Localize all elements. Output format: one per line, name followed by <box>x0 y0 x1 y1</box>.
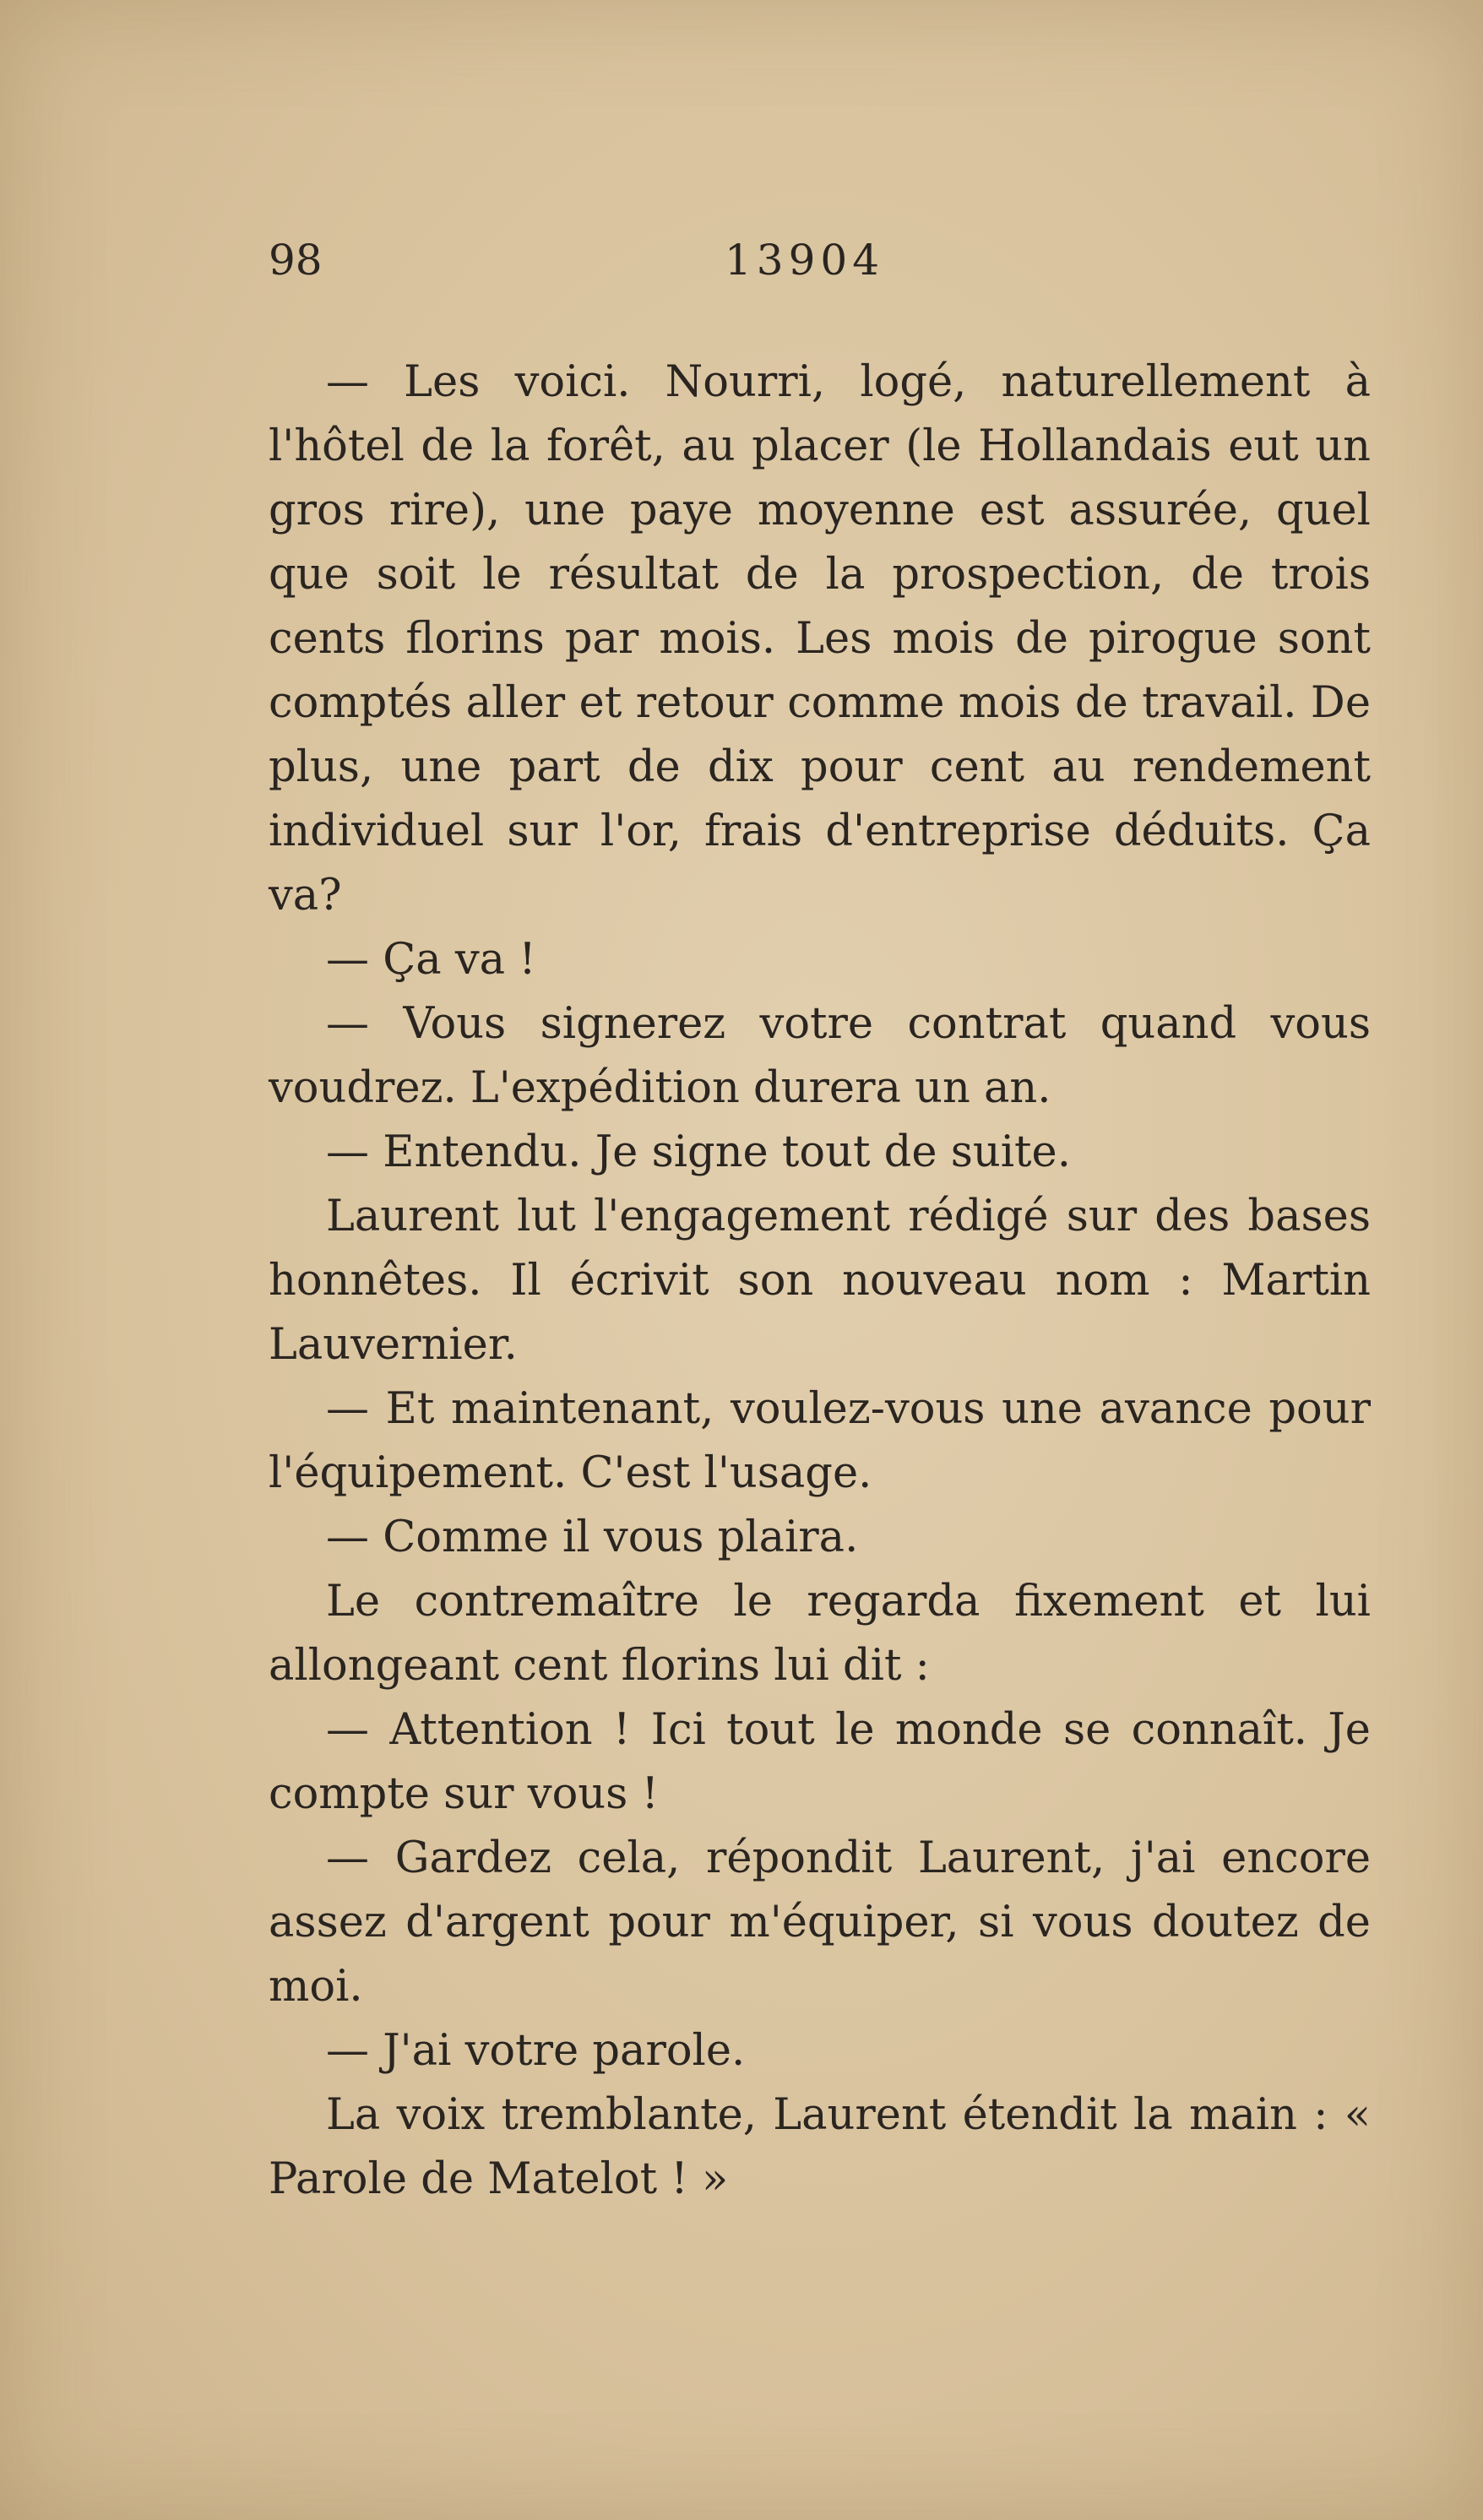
paragraph: — Entendu. Je signe tout de suite. <box>326 1127 1071 1177</box>
paragraph: — J'ai votre parole. <box>326 2026 746 2076</box>
paragraph: Laurent lut l'engagement rédigé sur des bases honnêtes. Il écrivit son nouveau nom : Martin Lauvernier. <box>269 1192 1371 1370</box>
paragraph: — Comme il vous plaira. <box>326 1513 859 1562</box>
running-head <box>269 226 1366 294</box>
paragraph: — Gardez cela, répondit Laurent, j'ai encore assez d'argent pour m'équiper, si vous doutez de moi. <box>269 1833 1371 2012</box>
running-title: 13904 <box>725 236 885 285</box>
paragraph: — Et maintenant, voulez-vous une avance pour l'équipement. C'est l'usage. <box>269 1384 1371 1498</box>
paragraph: — Les voici. Nourri, logé, naturellement à l'hôtel de la forêt, au placer (le Hollandais eut un gros rire), une paye moyenne est assurée, quel que soit le résultat de la prospection, de trois cents florins par mois. Les mois de pirogue sont comptés aller et retour comme mois de travail. De plus, une part de dix pour cent au rendement individuel sur l'or, frais d'entreprise déduits. Ça va? <box>269 357 1371 921</box>
paragraph: — Vous signerez votre contrat quand vous voudrez. L'expédition durera un an. <box>269 999 1371 1113</box>
page-number: 98 <box>269 236 323 285</box>
paragraph: La voix tremblante, Laurent étendit la main : « Parole de Matelot ! » <box>269 2090 1371 2204</box>
paragraph: Le contremaître le regarda fixement et lui allongeant cent florins lui dit : <box>269 1577 1371 1691</box>
paragraph: — Attention ! Ici tout le monde se connaît. Je compte sur vous ! <box>269 1705 1371 1819</box>
body-text <box>269 350 1371 2212</box>
paragraph: — Ça va ! <box>326 935 536 985</box>
